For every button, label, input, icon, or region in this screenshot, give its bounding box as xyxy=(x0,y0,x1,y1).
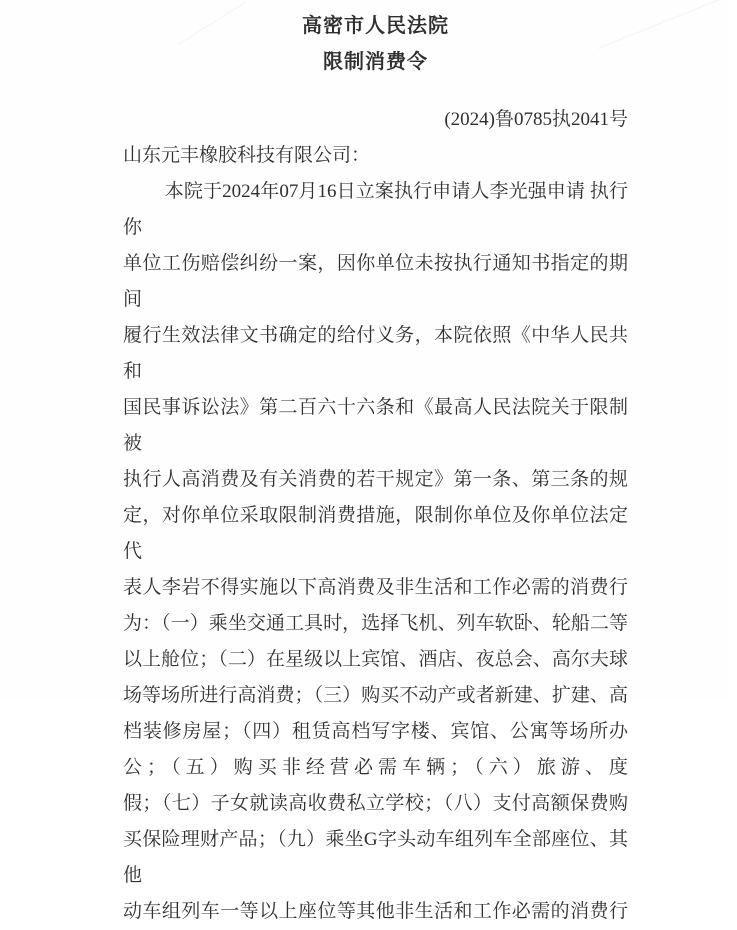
body-line: 国民事诉讼法》第二百六十六条和《最高人民法院关于限制被 xyxy=(123,397,628,454)
body-line: 执行人高消费及有关消费的若干规定》第一条、第三条的规 xyxy=(123,469,628,490)
body-line: 以上舱位；（二）在星级以上宾馆、酒店、夜总会、高尔夫球 xyxy=(123,649,628,670)
body-line: 本院于2024年07月16日立案执行申请人李光强申请 执行你 xyxy=(123,181,628,238)
body-line: 表人李岩不得实施以下高消费及非生活和工作必需的消费行 xyxy=(123,577,628,598)
addressee: 山东元丰橡胶科技有限公司： xyxy=(123,145,371,166)
body-line: 履行生效法律文书确定的给付义务，本院依照《中华人民共和 xyxy=(123,325,628,382)
body-line: 假；（七）子女就读高收费私立学校；（八）支付高额保费购 xyxy=(123,793,628,814)
case-number: (2024)鲁0785执2041号 xyxy=(444,109,628,130)
body-line: 定，对你单位采取限制消费措施，限制你单位及你单位法定代 xyxy=(123,505,628,562)
body-line: 单位工伤赔偿纠纷一案，因你单位未按执行通知书指定的期间 xyxy=(123,253,628,310)
body-line: 为：（一）乘坐交通工具时，选择飞机、列车软卧、轮船二等 xyxy=(123,613,628,634)
body-line: 公；（五）购买非经营必需车辆；（六）旅游、度 xyxy=(123,757,628,778)
body-line: 档装修房屋；（四）租赁高档写字楼、宾馆、公寓等场所办 xyxy=(123,721,628,742)
court-name: 高密市人民法院 xyxy=(302,15,449,37)
body-line: 场等场所进行高消费；（三）购买不动产或者新建、扩建、高 xyxy=(123,685,628,706)
body-line: 动车组列车一等以上座位等其他非生活和工作必需的消费行 xyxy=(123,901,628,922)
body-line: 买保险理财产品；（九）乘坐G字头动车组列车全部座位、其他 xyxy=(123,829,628,886)
order-body xyxy=(123,174,628,930)
court-order-document xyxy=(123,8,628,930)
document-title: 限制消费令 xyxy=(323,51,428,73)
